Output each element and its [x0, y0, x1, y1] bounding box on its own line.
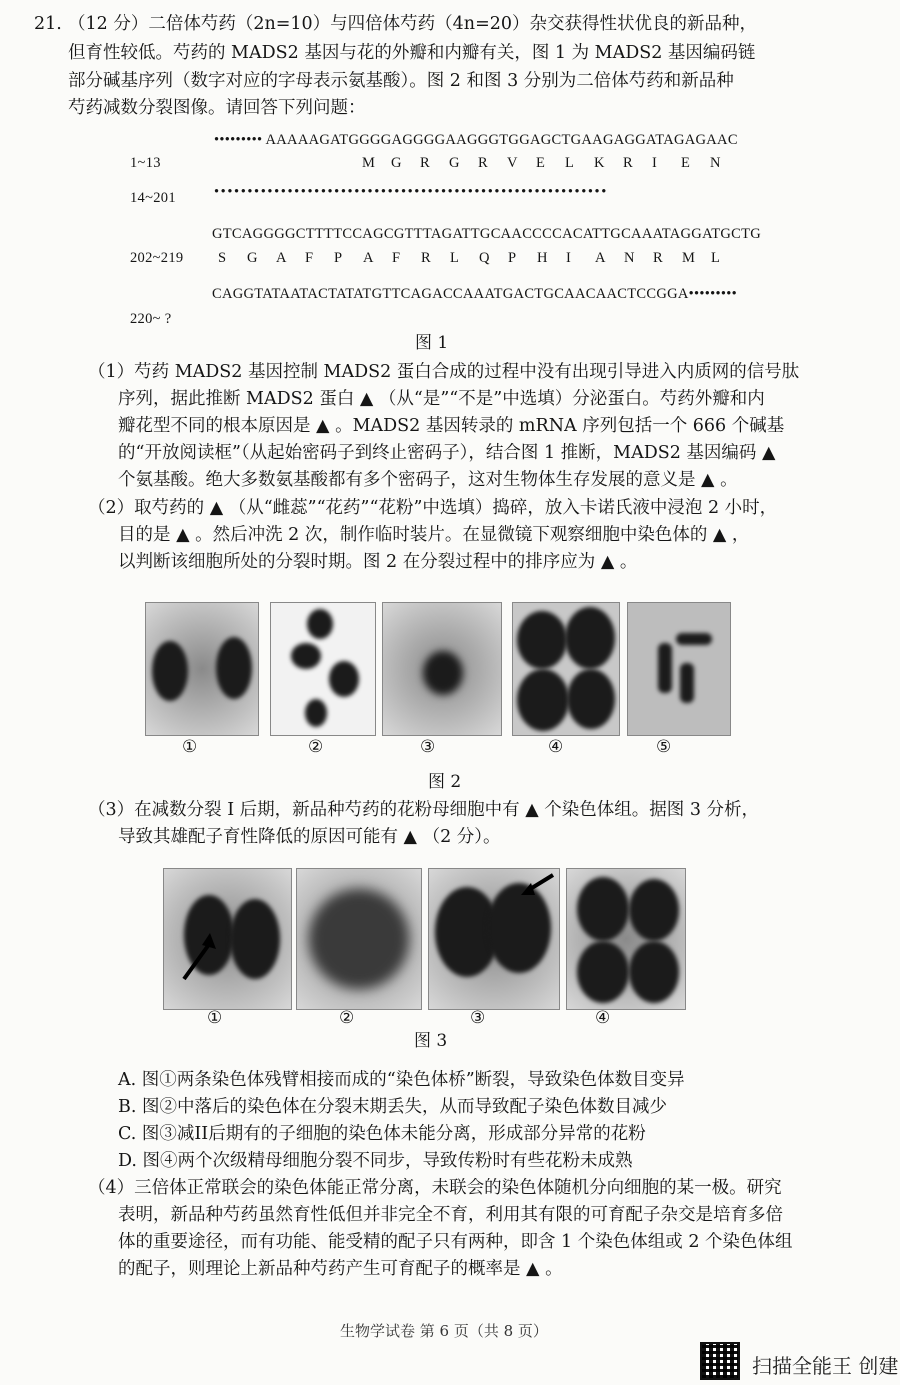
arrow-icon — [429, 869, 559, 1009]
amino-acid: R — [478, 155, 488, 171]
amino-acid: S — [218, 250, 227, 266]
scanner-watermark: 扫描全能王 创建 — [752, 1354, 899, 1378]
part2-line-3: 以判断该细胞所处的分裂时期。图 2 在分裂过程中的排序应为 ▲ 。 — [118, 552, 638, 572]
qr-code-icon — [700, 1342, 740, 1380]
amino-acid: L — [565, 155, 574, 171]
amino-acid: G — [247, 250, 258, 266]
amino-acid: G — [391, 155, 402, 171]
amino-acid: H — [537, 250, 548, 266]
micrograph-2-2 — [270, 602, 376, 736]
option-a: A. 图①两条染色体残臂相接而成的“染色体桥”断裂，导致染色体数目变异 — [118, 1070, 685, 1090]
amino-acid: M — [362, 155, 375, 171]
part4-line-4: 的配子，则理论上新品种芍药产生可育配子的概率是 ▲ 。 — [118, 1259, 563, 1279]
figure-1-caption: 图 1 — [415, 333, 449, 353]
micrograph-2-3 — [382, 602, 502, 736]
amino-acid-row-1 — [362, 155, 739, 172]
option-d: D. 图④两个次级精母细胞分裂不同步，导致传粉时有些花粉未成熟 — [118, 1151, 633, 1171]
amino-acid: A — [595, 250, 606, 266]
amino-acid: I — [566, 250, 571, 266]
sequence-dots-row: ••••••••••••••••••••••••••••••••••••••••••••••••••••••••••• — [214, 184, 608, 200]
figure-2-label-5: ⑤ — [656, 737, 672, 757]
figure-3-label-1: ① — [207, 1008, 223, 1028]
row-label-1-13: 1~13 — [130, 155, 161, 171]
part3-line-1: （3）在减数分裂 I 后期，新品种芍药的花粉母细胞中有 ▲ 个染色体组。据图 3 分析， — [88, 800, 760, 820]
part2-line-1: （2）取芍药的 ▲ （从“雌蕊”“花药”“花粉”中选填）捣碎，放入卡诺氏液中浸泡 2 小时， — [88, 498, 778, 518]
amino-acid: F — [392, 250, 401, 266]
amino-acid: P — [508, 250, 517, 266]
amino-acid: M — [682, 250, 695, 266]
amino-acid: L — [711, 250, 720, 266]
figure-2-caption: 图 2 — [428, 772, 462, 792]
amino-acid: A — [276, 250, 287, 266]
question-number: 21. — [34, 14, 62, 34]
amino-acid: R — [421, 250, 431, 266]
micrograph-3-4 — [566, 868, 686, 1010]
part1-line-4: 的“开放阅读框”（从起始密码子到终止密码子），结合图 1 推断，MADS2 基因编码 ▲ — [118, 443, 776, 463]
intro-line-3: 部分碱基序列（数字对应的字母表示氨基酸）。图 2 和图 3 分别为二倍体芍药和新品种 — [68, 71, 734, 91]
amino-acid: F — [305, 250, 314, 266]
part1-line-5: 个氨基酸。绝大多数氨基酸都有多个密码子，这对生物体生存发展的意义是 ▲ 。 — [118, 470, 738, 490]
figure-2-label-4: ④ — [548, 737, 564, 757]
micrograph-2-4 — [512, 602, 620, 736]
part4-line-1: （4）三倍体正常联会的染色体能正常分离，未联会的染色体随机分向细胞的某一极。研究 — [88, 1178, 782, 1198]
intro-line-2: 但育性较低。芍药的 MADS2 基因与花的外瓣和内瓣有关，图 1 为 MADS2 基因编码链 — [68, 43, 756, 63]
figure-3-label-2: ② — [339, 1008, 355, 1028]
figure-2-label-1: ① — [182, 737, 198, 757]
sequence-row-3: CAGGTATAATACTATATGTTCAGACCAAATGACTGCAACAACTCCGGA••••••••• — [212, 286, 738, 302]
option-c: C. 图③减II后期有的子细胞的染色体未能分离，形成部分异常的花粉 — [118, 1124, 646, 1144]
page-footer: 生物学试卷 第 6 页（共 8 页） — [340, 1322, 548, 1340]
option-b: B. 图②中落后的染色体在分裂末期丢失，从而导致配子染色体数目减少 — [118, 1097, 667, 1117]
arrow-icon — [164, 869, 291, 1009]
figure-3-label-3: ③ — [470, 1008, 486, 1028]
part4-line-3: 体的重要途径，而有功能、能受精的配子只有两种，即含 1 个染色体组或 2 个染色体组 — [118, 1232, 793, 1252]
intro-line-4: 芍药减数分裂图像。请回答下列问题： — [68, 98, 366, 118]
figure-3-caption: 图 3 — [414, 1031, 448, 1051]
row-label-220: 220~ ? — [130, 311, 172, 327]
micrograph-2-5 — [627, 602, 731, 736]
row-label-14-201: 14~201 — [130, 190, 176, 206]
micrograph-3-1 — [163, 868, 292, 1010]
amino-acid: G — [449, 155, 460, 171]
amino-acid: R — [420, 155, 430, 171]
micrograph-3-2 — [296, 868, 422, 1010]
part1-line-2: 序列，据此推断 MADS2 蛋白 ▲ （从“是”“不是”中选填）分泌蛋白。芍药外瓣和内 — [118, 389, 765, 409]
sequence-row-2: GTCAGGGGCTTTTCCAGCGTTTAGATTGCAACCCCACATTGCAAATAGGATGCTG — [212, 226, 762, 242]
amino-acid: R — [623, 155, 633, 171]
figure-2-label-2: ② — [308, 737, 324, 757]
amino-acid-row-2 — [218, 250, 740, 267]
amino-acid: Q — [479, 250, 490, 266]
amino-acid: V — [507, 155, 518, 171]
row-label-202-219: 202~219 — [130, 250, 184, 266]
amino-acid: L — [450, 250, 459, 266]
amino-acid: E — [681, 155, 690, 171]
micrograph-3-3 — [428, 868, 560, 1010]
figure-3-label-4: ④ — [595, 1008, 611, 1028]
part1-line-1: （1）芍药 MADS2 基因控制 MADS2 蛋白合成的过程中没有出现引导进入内质网的信号肽 — [88, 362, 800, 382]
part2-line-2: 目的是 ▲ 。然后冲洗 2 次，制作临时装片。在显微镜下观察细胞中染色体的 ▲ ， — [118, 525, 750, 545]
micrograph-2-1 — [145, 602, 259, 736]
amino-acid: I — [652, 155, 657, 171]
amino-acid: N — [710, 155, 721, 171]
amino-acid: P — [334, 250, 343, 266]
sequence-row-1: ••••••••• AAAAAGATGGGGAGGGGAAGGGTGGAGCTGAAGAGGATAGAGAAC — [214, 132, 738, 148]
figure-2-label-3: ③ — [420, 737, 436, 757]
amino-acid: R — [653, 250, 663, 266]
amino-acid: E — [536, 155, 545, 171]
amino-acid: A — [363, 250, 374, 266]
part1-line-3: 瓣花型不同的根本原因是 ▲ 。MADS2 基因转录的 mRNA 序列包括一个 666 个碱基 — [118, 416, 785, 436]
amino-acid: N — [624, 250, 635, 266]
part3-line-2: 导致其雄配子育性降低的原因可能有 ▲ （2 分）。 — [118, 827, 501, 847]
part4-line-2: 表明，新品种芍药虽然育性低但并非完全不育，利用其有限的可育配子杂交是培育多倍 — [118, 1205, 783, 1225]
amino-acid: K — [594, 155, 605, 171]
intro-line-1: （12 分）二倍体芍药（2n=10）与四倍体芍药（4n=20）杂交获得性状优良的新品种， — [68, 14, 758, 34]
